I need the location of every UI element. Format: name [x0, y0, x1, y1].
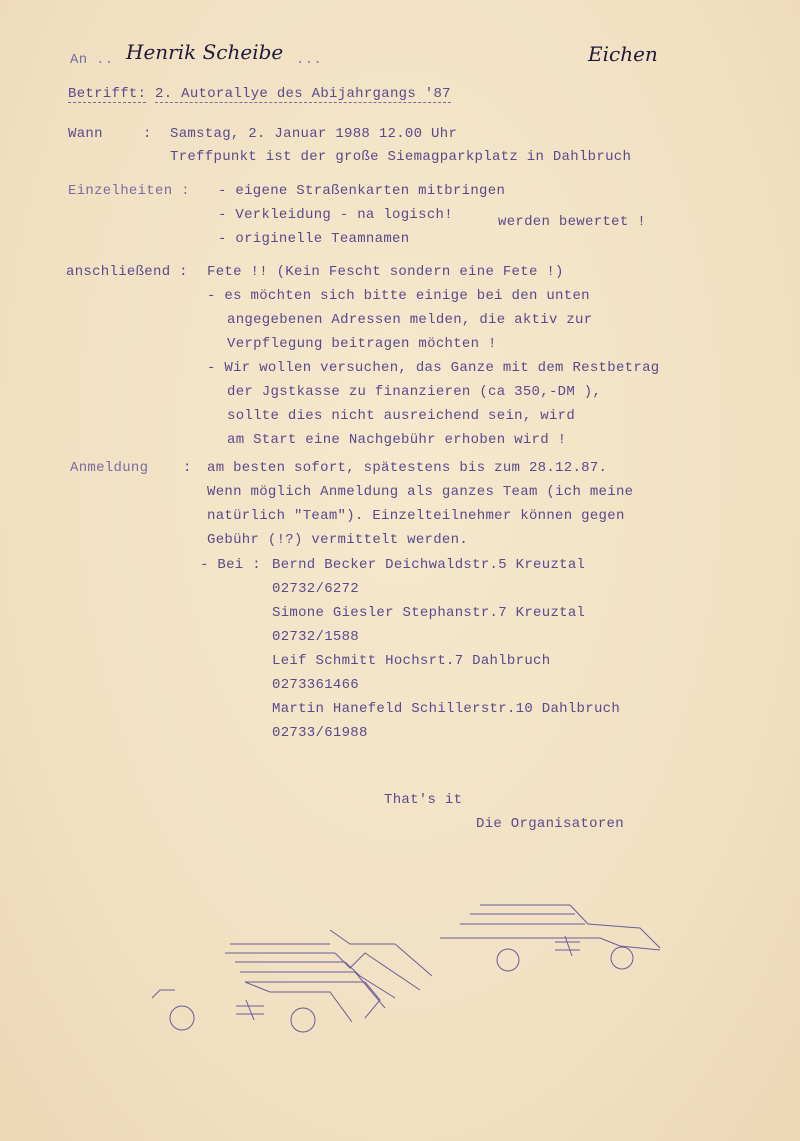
car-left-drawing [152, 930, 432, 1032]
recipient-dots-left: .. [96, 52, 114, 68]
organizers-signature: Die Organisatoren [476, 816, 624, 832]
wann-date: Samstag, 2. Januar 1988 12.00 Uhr [170, 126, 458, 142]
wann-label: Wann [68, 126, 103, 142]
car-right-drawing [440, 905, 660, 971]
contact-4-phone: 02733/61988 [272, 725, 368, 741]
contact-2-phone: 02732/1588 [272, 629, 360, 645]
recipient-prefix: An [70, 52, 88, 68]
contact-3-name: Leif Schmitt Hochsrt.7 Dahlbruch [272, 653, 551, 669]
bei-label: - Bei : [200, 557, 261, 573]
anschliessend-label: anschließend : [66, 264, 188, 280]
anmeldung-line-4: Gebühr (!?) vermittelt werden. [207, 532, 469, 548]
anmeldung-line-3: natürlich "Team"). Einzelteilnehmer können gegen [207, 508, 625, 524]
contact-2-name: Simone Giesler Stephanstr.7 Kreuztal [272, 605, 586, 621]
contact-1-phone: 02732/6272 [272, 581, 360, 597]
anschliessend-line-2: - es möchten sich bitte einige bei den unten [207, 288, 590, 304]
einzelheiten-item-1: - eigene Straßenkarten mitbringen [218, 183, 506, 199]
einzelheiten-item-2: - Verkleidung - na logisch! [218, 207, 453, 223]
anschliessend-line-3: angegebenen Adressen melden, die aktiv zur [227, 312, 593, 328]
contact-3-phone: 0273361466 [272, 677, 360, 693]
anmeldung-label: Anmeldung [70, 460, 149, 476]
subject-label: Betrifft: [68, 86, 147, 102]
anschliessend-line-4: Verpflegung beitragen möchten ! [227, 336, 497, 352]
anschliessend-line-6: der Jgstkasse zu finanzieren (ca 350,-DM ), [227, 384, 602, 400]
anmeldung-line-1: am besten sofort, spätestens bis zum 28.12.87. [207, 460, 608, 476]
wann-sep: : [143, 126, 152, 142]
einzelheiten-item-3: - originelle Teamnamen [218, 231, 410, 247]
wann-meeting-point: Treffpunkt ist der große Siemagparkplatz in Dahlbruch [170, 149, 632, 165]
anmeldung-sep: : [183, 460, 192, 476]
recipient-dots-right: ... [296, 52, 323, 68]
anmeldung-line-2: Wenn möglich Anmeldung als ganzes Team (ich meine [207, 484, 634, 500]
recipient-name-handwritten: Henrik Scheibe [126, 40, 284, 64]
thats-it: That's it [384, 792, 463, 808]
contact-4-name: Martin Hanefeld Schillerstr.10 Dahlbruch [272, 701, 621, 717]
anschliessend-line-1: Fete !! (Kein Fescht sondern eine Fete !) [207, 264, 564, 280]
anschliessend-line-8: am Start eine Nachgebühr erhoben wird ! [227, 432, 567, 448]
subject-text: 2. Autorallye des Abijahrgangs '87 [155, 86, 451, 102]
einzelheiten-note: werden bewertet ! [498, 214, 646, 230]
anschliessend-line-7: sollte dies nicht ausreichend sein, wird [227, 408, 576, 424]
place-handwritten: Eichen [588, 42, 658, 66]
anschliessend-line-5: - Wir wollen versuchen, das Ganze mit dem Restbetrag [207, 360, 660, 376]
contact-1-name: Bernd Becker Deichwaldstr.5 Kreuztal [272, 557, 586, 573]
einzelheiten-label: Einzelheiten : [68, 183, 190, 199]
